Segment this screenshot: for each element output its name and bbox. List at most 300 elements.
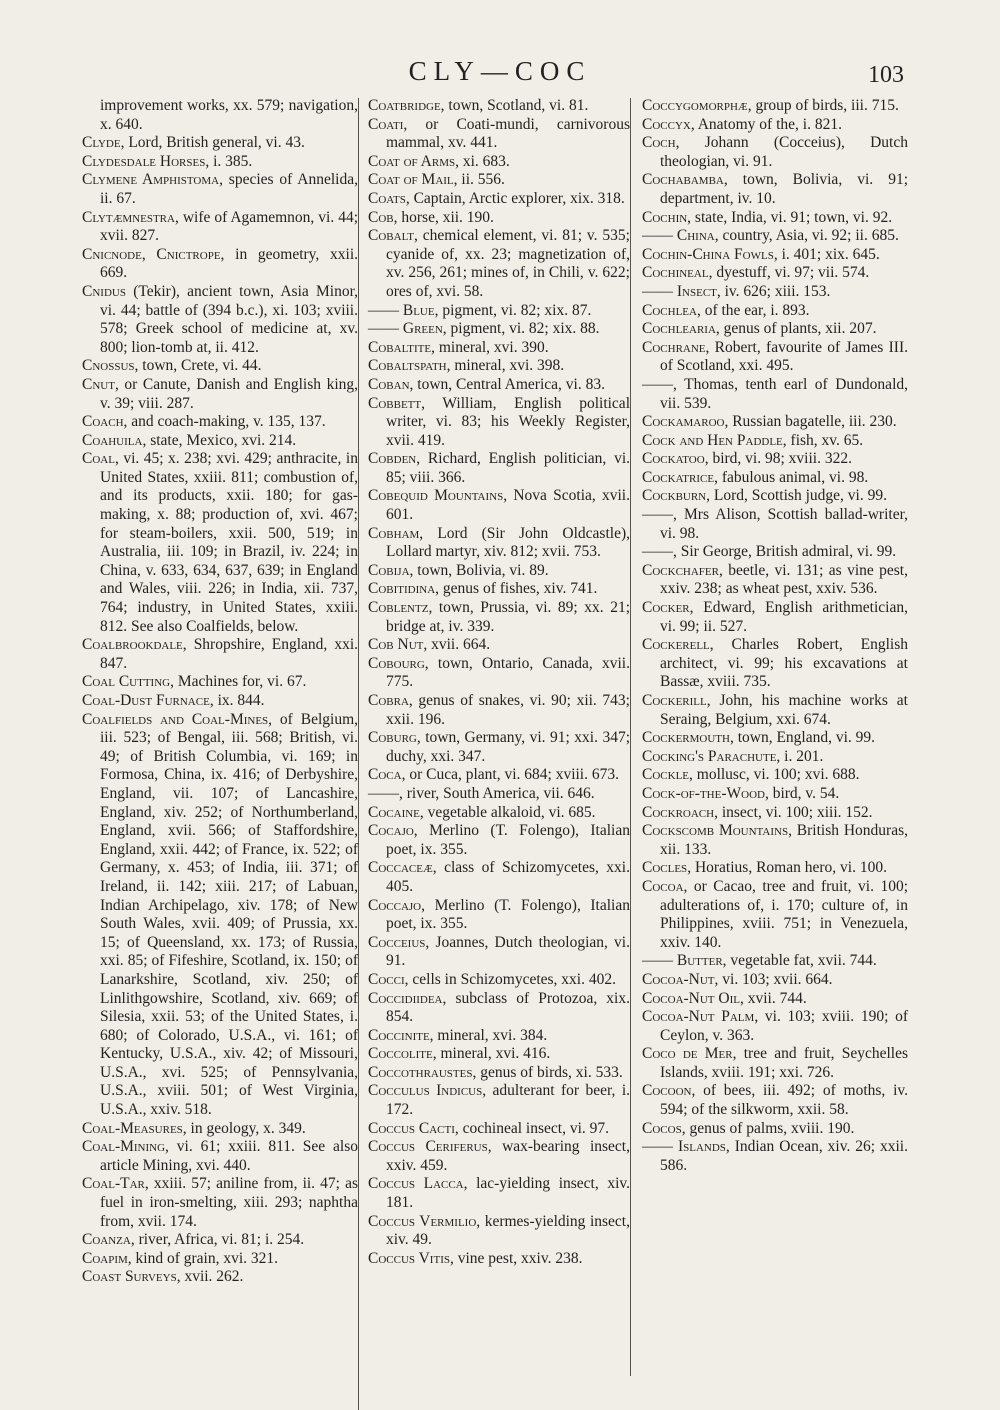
index-entry: [642, 469, 908, 488]
entry-text: , genus of birds, xi. 533.: [472, 1063, 623, 1081]
index-entry: [368, 562, 630, 581]
entry-text: , Richard, English politician, vi. 85; viii. 366.: [386, 450, 630, 486]
entry-headword: Cochin-China Fowls: [642, 245, 774, 263]
entry-text: , Johann (Cocceius), Dutch theologian, vi. 91.: [660, 134, 908, 170]
entry-text: , Lord, Scottish judge, vi. 99.: [706, 487, 887, 505]
index-entry: [642, 692, 908, 729]
index-entry: [642, 990, 908, 1009]
entry-headword: Cockchafer: [642, 561, 719, 579]
index-entry: [642, 171, 908, 208]
index-entry: [82, 1268, 358, 1287]
entry-text: , kermes-yielding insect, xiv. 49.: [386, 1212, 630, 1249]
entry-headword: Cocker: [642, 599, 690, 617]
entry-headword: Coccus Vitis: [368, 1249, 450, 1267]
entry-text: , mineral, xvi. 390.: [431, 338, 549, 356]
index-entry: [368, 97, 630, 116]
index-entry: [642, 822, 908, 859]
index-column-2: [368, 97, 630, 1268]
entry-text: , fish, xv. 65.: [782, 431, 864, 449]
entry-text: , xxiii. 57; aniline from, ii. 47; as fuel in iron-smelting, xiii. 293; naphtha from, xvii. 174.: [100, 1175, 358, 1230]
index-entry: [368, 599, 630, 636]
index-entry: [642, 283, 908, 302]
index-entry: [642, 506, 908, 543]
entry-headword: Coati: [368, 115, 404, 133]
entry-headword: Coban: [368, 375, 410, 393]
entry-text: , Sir George, British admiral, vi. 99.: [673, 543, 897, 561]
index-entry: [82, 153, 358, 172]
entry-text: , genus of palms, xviii. 190.: [681, 1119, 855, 1137]
index-column-3: [642, 97, 908, 1175]
entry-headword: Coach: [82, 413, 124, 431]
entry-text: , tree and fruit, Seychelles Islands, xviii. 191; xxi. 726.: [660, 1045, 908, 1081]
index-entry: [642, 636, 908, 692]
entry-text: , Captain, Arctic explorer, xix. 318.: [405, 189, 625, 207]
entry-headword: Clyde: [82, 134, 121, 152]
entry-text: , Merlino (T. Folengo), Italian poet, ix. 355.: [386, 822, 630, 858]
entry-text: , town, Crete, vi. 44.: [134, 357, 262, 375]
entry-headword: Cockle: [642, 766, 690, 784]
index-entry: [642, 785, 908, 804]
entry-headword: ——: [642, 506, 673, 524]
index-entry: [642, 487, 908, 506]
entry-headword: Coal Cutting: [82, 673, 171, 691]
index-entry: [642, 1138, 908, 1175]
index-entry: [368, 1213, 630, 1250]
entry-headword: Coccaceæ: [368, 859, 433, 877]
index-entry: [368, 153, 630, 172]
entry-text: , state, Mexico, xvi. 214.: [142, 431, 297, 449]
entry-text: , vi. 103; xvii. 664.: [714, 970, 833, 988]
entry-headword: Cobalt: [368, 227, 414, 245]
entry-text: , vine pest, xxiv. 238.: [449, 1249, 583, 1267]
running-head: CLY—COC: [408, 56, 592, 86]
entry-headword: Cobra: [368, 692, 409, 709]
entry-headword: Coats: [368, 189, 406, 207]
entry-text: , lac-yielding insect, xiv. 181.: [386, 1175, 630, 1212]
index-entry: [368, 302, 630, 321]
entry-text: , pigment, vi. 82; xix. 87.: [434, 301, 592, 319]
entry-headword: Coccus Lacca: [368, 1175, 464, 1193]
index-entry: [82, 692, 358, 711]
page-header: [0, 56, 1000, 96]
entry-headword: Coal-Mining: [82, 1138, 166, 1156]
entry-text: , cochineal insect, vi. 97.: [454, 1119, 609, 1137]
index-entry: [642, 748, 908, 767]
entry-text: , kind of grain, xvi. 321.: [127, 1249, 279, 1267]
entry-headword: —— Insect: [642, 282, 717, 300]
entry-text: , town, Central America, vi. 83.: [409, 375, 605, 393]
entry-headword: Cocajo: [368, 822, 414, 840]
entry-headword: Coccidiidea: [368, 989, 443, 1007]
entry-text: , Nova Scotia, xvii. 601.: [386, 487, 630, 524]
entry-headword: Coatbridge: [368, 97, 441, 114]
entry-headword: Cock and Hen Paddle: [642, 431, 783, 449]
entry-text: , mollusc, vi. 100; xvi. 688.: [689, 766, 860, 784]
index-entry: [82, 1231, 358, 1250]
entry-text: , fabulous animal, vi. 98.: [714, 468, 869, 486]
index-entry: [368, 1120, 630, 1139]
entry-text: , mineral, xvi. 416.: [432, 1045, 551, 1063]
index-entry: [82, 1250, 358, 1269]
entry-text: , bird, vi. 98; xviii. 322.: [704, 450, 852, 468]
entry-headword: Cocoa-Nut Palm: [642, 1008, 755, 1026]
entry-headword: Cochabamba: [642, 171, 724, 189]
entry-headword: Coast Surveys: [82, 1268, 177, 1286]
entry-text: , or Canute, Danish and English king, v. 39; viii. 287.: [100, 375, 358, 412]
entry-text: , ix. 844.: [209, 692, 265, 709]
entry-headword: Coccajo: [368, 896, 422, 914]
index-entry: [368, 209, 630, 228]
entry-headword: Coccolite: [368, 1045, 433, 1063]
entry-headword: Cobaltspath: [368, 357, 447, 375]
entry-headword: Cochlearia: [642, 320, 716, 338]
entry-text: , John, his machine works at Seraing, Belgium, xxi. 674.: [660, 692, 908, 728]
entry-headword: Coat of Arms: [368, 152, 456, 170]
entry-headword: Cochrane: [642, 338, 706, 356]
index-entry: [642, 804, 908, 823]
index-entry: [368, 525, 630, 562]
entry-headword: Cocci: [368, 970, 405, 988]
index-entry: [642, 339, 908, 376]
index-entry: [82, 283, 358, 357]
entry-text: , town, Bolivia, vi. 91; department, iv. 10.: [660, 171, 908, 207]
index-entry: [82, 171, 358, 208]
entry-text: (Tekir), ancient town, Asia Minor, vi. 44; battle of (394 b.c.), xi. 103; xviii. 578; Greek school of medicine at, xv. 800; lion-tomb at, ii. 412.: [100, 282, 358, 356]
index-entry: [82, 1120, 358, 1139]
entry-headword: Cobourg: [368, 654, 425, 672]
entry-headword: Coccus Cacti: [368, 1119, 455, 1137]
entry-headword: Cocking's Parachute: [642, 747, 777, 765]
entry-headword: Coal-Measures: [82, 1119, 183, 1137]
entry-text: , xvii. 664.: [423, 636, 491, 654]
entry-text: , horse, xii. 190.: [393, 208, 494, 226]
entry-text: , xi. 683.: [455, 152, 510, 170]
index-entry: [642, 227, 908, 246]
index-entry: [368, 1045, 630, 1064]
index-entry: [642, 376, 908, 413]
entry-text: , mineral, xvi. 384.: [429, 1026, 548, 1044]
entry-text: , town, Prussia, vi. 89; xx. 21; bridge at, iv. 339.: [386, 599, 630, 635]
index-entry: [368, 785, 630, 804]
index-entry: [642, 413, 908, 432]
entry-text: , xvii. 262.: [176, 1268, 244, 1286]
entry-text: , Horatius, Roman hero, vi. 100.: [687, 859, 887, 877]
entry-headword: Cochineal: [642, 264, 709, 282]
entry-text: , insect, vi. 100; xiii. 152.: [714, 803, 873, 821]
entry-text: , town, Germany, vi. 91; xxi. 347; duchy, xxi. 347.: [386, 729, 630, 765]
entry-text: , i. 201.: [776, 747, 824, 765]
entry-headword: Cob: [368, 208, 394, 226]
entry-text: , Mrs Alison, Scottish ballad-writer, vi. 98.: [660, 506, 908, 542]
entry-text: , Lord, British general, vi. 43.: [120, 134, 305, 152]
entry-headword: Coccinite: [368, 1026, 430, 1044]
entry-text: , mineral, xvi. 398.: [446, 357, 565, 375]
index-entry: [368, 934, 630, 971]
index-entry: [642, 97, 908, 116]
entry-text: , town, Bolivia, vi. 89.: [409, 561, 549, 579]
index-entry: [368, 450, 630, 487]
entry-text: , Edward, English arithmetician, vi. 99; ii. 527.: [660, 599, 908, 635]
entry-headword: Coalbrookdale: [82, 636, 183, 654]
entry-headword: Clymene Amphistoma: [82, 171, 220, 189]
entry-headword: Cock-of-the-Wood: [642, 784, 765, 802]
entry-text: , vi. 61; xxiii. 811. See also article Mining, xvi. 440.: [100, 1138, 358, 1174]
index-entry: [82, 636, 358, 673]
index-entry: [82, 673, 358, 692]
entry-headword: Cockscomb Mountains: [642, 822, 789, 840]
entry-headword: Coanza: [82, 1231, 131, 1249]
entry-headword: Coalfields and Coal-Mines: [82, 710, 269, 728]
entry-text: , vi. 103; xviii. 190; of Ceylon, v. 363.: [660, 1008, 909, 1044]
entry-headword: Cocoa: [642, 877, 684, 895]
entry-text: , genus of fishes, xiv. 741.: [435, 580, 598, 598]
entry-text: , wax-bearing insect, xxiv. 459.: [386, 1138, 630, 1174]
entry-headword: —— Butter: [642, 952, 723, 970]
entry-text: , Shropshire, England, xxi. 847.: [100, 636, 358, 672]
entry-headword: Coblentz: [368, 599, 429, 617]
entry-text: , of Belgium, iii. 523; of Bengal, iii. 568; British, vi. 49; of British Columbia, vi. 169; in Formosa, China, ix. 416; of Derbyshire, England, vii. 107; of Lancashire, England, xiv. 252; of Northumberland, England, xvii. 566; of Staffordshire, England, xxii. 442; of France, ix. 522; of Germany, x. 453; of India, iii. 371; of Ireland, ii. 142; xiii. 217; of Labuan, Indian Archipelago, xiv. 178; of New South Wales, xvii. 409; of Prussia, xx. 15; of Queensland, xx. 173; of Russia, xxi. 85; of Fifeshire, Scotland, ix. 150; of Lanarkshire, Scotland, xiv. 250; of Linlithgowshire, Scotland, xiv. 669; of Silesia, xxii. 53; of the United States, i. 680; of Colorado, U.S.A., vi. 161; of Kentucky, U.S.A., xiv. 42; of Missouri, U.S.A., xvi. 525; of Pennsylvania, U.S.A., xviii. 501; of West Virginia, U.S.A., xxiv. 518.: [100, 710, 358, 1119]
index-entry: [642, 134, 908, 171]
entry-text: , Joannes, Dutch theologian, vi. 91.: [386, 933, 630, 970]
entry-text: , iv. 626; xiii. 153.: [716, 282, 831, 300]
entry-text: , town, England, vi. 99.: [729, 729, 876, 747]
entry-text: , in geology, x. 349.: [182, 1119, 306, 1137]
entry-headword: Coca: [368, 766, 402, 784]
entry-text: , dyestuff, vi. 97; vii. 574.: [708, 264, 870, 282]
entry-headword: Cocoon: [642, 1082, 692, 1100]
entry-text: , Lord (Sir John Oldcastle), Lollard martyr, xiv. 812; xvii. 753.: [386, 524, 630, 561]
entry-text: , river, South America, vii. 646.: [399, 784, 595, 802]
entry-text: , class of Schizomycetes, xxi. 405.: [386, 859, 630, 895]
index-entry: [368, 804, 630, 823]
index-entry: [642, 599, 908, 636]
entry-headword: Cob Nut: [368, 636, 424, 654]
entry-headword: Cobbett: [368, 394, 422, 412]
entry-text: , i. 385.: [205, 152, 253, 170]
entry-headword: Cockerell: [642, 636, 710, 654]
entry-text: , Robert, favourite of James III. of Scotland, xxi. 495.: [660, 338, 908, 375]
index-entry: [82, 450, 358, 636]
index-entry: [368, 339, 630, 358]
entry-headword: Coal-Dust Furnace: [82, 692, 210, 709]
entry-headword: Cnicnode, Cnictrope: [82, 245, 221, 263]
entry-text: , river, Africa, vi. 81; i. 254.: [130, 1231, 305, 1249]
entry-headword: Cochin: [642, 208, 688, 226]
entry-headword: Cockburn: [642, 487, 707, 505]
index-entry: [82, 432, 358, 451]
index-entry: [642, 320, 908, 339]
entry-headword: Coco de Mer: [642, 1045, 733, 1063]
entry-headword: Coapim: [82, 1249, 128, 1267]
index-entry: [368, 580, 630, 599]
entry-text: , country, Asia, vi. 92; ii. 685.: [714, 227, 899, 245]
entry-headword: Cockerill: [642, 692, 707, 709]
page-number: 103: [868, 62, 904, 88]
index-entry: [368, 171, 630, 190]
index-entry: [368, 376, 630, 395]
entry-headword: Cobham: [368, 524, 420, 542]
index-entry: [642, 952, 908, 971]
index-entry: [368, 990, 630, 1027]
index-entry: [642, 1082, 908, 1119]
entry-headword: Coccyx: [642, 115, 691, 133]
entry-headword: Coch: [642, 134, 676, 152]
entry-text: , Anatomy of the, i. 821.: [690, 115, 842, 133]
index-entry: [642, 209, 908, 228]
entry-headword: Cnossus: [82, 357, 135, 375]
entry-headword: ——: [642, 375, 673, 393]
entry-headword: Cockatrice: [642, 468, 715, 486]
entry-headword: Cnidus: [82, 282, 126, 300]
index-entry: [82, 209, 358, 246]
index-entry: [368, 1175, 630, 1212]
index-entry: [368, 357, 630, 376]
entry-text: , or Coati-mundi, carnivorous mammal, xv. 441.: [386, 115, 630, 152]
index-entry: [642, 1045, 908, 1082]
entry-headword: Coal-Tar: [82, 1175, 145, 1193]
entry-text: , or Cuca, plant, vi. 684; xviii. 673.: [401, 766, 619, 784]
entry-text: , British Honduras, xii. 133.: [660, 822, 908, 858]
index-entry: [642, 562, 908, 599]
entry-text: , Russian bagatelle, iii. 230.: [724, 413, 897, 431]
index-entry: [82, 413, 358, 432]
index-entry: [368, 190, 630, 209]
entry-headword: Cockermouth: [642, 729, 730, 747]
index-entry: [642, 1120, 908, 1139]
entry-text: , Charles Robert, English architect, vi. 99; his excavations at Bassæ, xviii. 735.: [660, 636, 908, 691]
index-entry: [368, 1064, 630, 1083]
entry-headword: ——: [642, 543, 673, 561]
entry-text: , Machines for, vi. 67.: [170, 673, 307, 691]
column-rule: [358, 98, 359, 1410]
entry-text: , genus of plants, xii. 207.: [715, 320, 877, 338]
index-entry: [82, 357, 358, 376]
entry-text: , state, India, vi. 91; town, vi. 92.: [687, 208, 893, 226]
index-entry: [368, 729, 630, 766]
entry-headword: Cocaine: [368, 803, 420, 821]
entry-headword: Cocos: [642, 1119, 682, 1137]
index-entry: [368, 320, 630, 339]
entry-headword: Cobitidina: [368, 580, 436, 598]
index-entry: [368, 822, 630, 859]
index-entry: [368, 971, 630, 990]
index-entry: [642, 246, 908, 265]
entry-headword: Cobden: [368, 450, 417, 468]
index-entry: [642, 450, 908, 469]
index-entry: [368, 1027, 630, 1046]
entry-headword: Cocceius: [368, 933, 426, 951]
entry-headword: —— Islands: [642, 1138, 726, 1156]
entry-headword: Cocoa-Nut Oil: [642, 989, 740, 1007]
entry-headword: Cobequid Mountains: [368, 487, 504, 505]
entry-text: , pigment, vi. 82; xix. 88.: [442, 320, 600, 338]
entry-text: improvement works, xx. 579; navigation, x. 640.: [100, 97, 358, 133]
index-entry: [642, 302, 908, 321]
entry-text: , subclass of Protozoa, xix. 854.: [386, 989, 630, 1026]
entry-headword: —— China: [642, 227, 715, 245]
entry-text: , or Cacao, tree and fruit, vi. 100; adulterations of, i. 170; culture of, in Philippines, xviii. 751; in Venezuela, xxiv. 140.: [660, 877, 908, 951]
entry-headword: Coal: [82, 450, 115, 468]
entry-headword: Clydesdale Horses: [82, 152, 206, 170]
entry-headword: Coburg: [368, 729, 417, 747]
index-entry: [82, 376, 358, 413]
index-entry: [642, 729, 908, 748]
entry-text: , vi. 45; x. 238; xvi. 429; anthracite, in United States, xxiii. 811; combustion of, and its products, xxii. 180; for gas-making, x. 88; production of, xvi. 467; for steam-boilers, xxii. 500, 519; in Australia, iii. 109; in Brazil, iv. 224; in China, v. 633, 634, 637, 639; in England and Wales, viii. 226; in India, xii. 737, 764; industry, in United States, xxiii. 812. See also Coalfields, below.: [100, 450, 358, 635]
entry-headword: Cochlea: [642, 301, 697, 319]
entry-text: , of bees, iii. 492; of moths, iv. 594; of the silkworm, xxii. 58.: [660, 1082, 908, 1119]
index-entry: [368, 116, 630, 153]
entry-text: , chemical element, vi. 81; v. 535; cyanide of, xx. 23; magnetization of, xv. 256, 261; mines of, in Chili, v. 622; ores of, xvi. 58.: [386, 227, 630, 300]
index-column-1: [82, 97, 358, 1287]
index-entry: [82, 1175, 358, 1231]
index-entry: [368, 859, 630, 896]
index-entry: [642, 264, 908, 283]
entry-headword: Cobaltite: [368, 338, 432, 356]
entry-headword: Cnut: [82, 375, 115, 393]
entry-text: , group of birds, iii. 715.: [747, 97, 899, 114]
index-entry: [368, 1138, 630, 1175]
index-entry: [368, 897, 630, 934]
entry-headword: Coahuila: [82, 431, 143, 449]
entry-text: , i. 401; xix. 645.: [773, 245, 880, 263]
entry-headword: Cobija: [368, 561, 410, 579]
entry-headword: Cockamaroo: [642, 413, 725, 431]
index-entry: [368, 636, 630, 655]
index-entry: [642, 543, 908, 562]
entry-headword: Cocles: [642, 859, 688, 877]
entry-text: , beetle, vi. 131; as vine pest, xxiv. 238; as wheat pest, xxiv. 536.: [660, 561, 908, 598]
index-entry: [368, 395, 630, 451]
index-entry: [642, 971, 908, 990]
entry-headword: Coat of Mail: [368, 171, 454, 189]
entry-text: , cells in Schizomycetes, xxi. 402.: [404, 970, 616, 988]
entry-headword: Coccus Ceriferus: [368, 1138, 488, 1156]
entry-text: , in geometry, xxii. 669.: [100, 245, 359, 282]
entry-text: , Merlino (T. Folengo), Italian poet, ix. 355.: [386, 896, 630, 933]
entry-text: , species of Annelida, ii. 67.: [100, 171, 358, 207]
entry-text: , William, English political writer, vi. 83; his Weekly Register, xvii. 419.: [386, 394, 630, 449]
index-entry: [368, 487, 630, 524]
entry-text: , Indian Ocean, xiv. 26; xxii. 586.: [660, 1138, 908, 1174]
entry-headword: Coccothraustes: [368, 1063, 473, 1081]
index-entry: [642, 116, 908, 135]
entry-text: , wife of Agamemnon, vi. 44; xvii. 827.: [100, 208, 358, 245]
index-entry: [82, 1138, 358, 1175]
index-entry: [642, 859, 908, 878]
index-entry: [82, 246, 358, 283]
entry-text: , of the ear, i. 893.: [696, 301, 810, 319]
entry-text: , genus of snakes, vi. 90; xii. 743; xxii. 196.: [386, 692, 630, 728]
entry-headword: —— Green: [368, 320, 443, 338]
index-entry: [82, 134, 358, 153]
entry-headword: ——: [368, 784, 399, 802]
entry-headword: Clytæmnestra: [82, 208, 175, 226]
column-rule: [630, 98, 631, 1376]
index-entry: [642, 1008, 908, 1045]
entry-text: , vegetable fat, xvii. 744.: [722, 952, 877, 970]
entry-headword: Cocoa-Nut: [642, 970, 715, 988]
entry-text: , bird, v. 54.: [764, 784, 840, 802]
index-entry: [368, 692, 630, 729]
entry-text: , and coach-making, v. 135, 137.: [123, 413, 326, 431]
entry-text: , xvii. 744.: [739, 989, 807, 1007]
index-entry: [368, 655, 630, 692]
index-entry: [642, 878, 908, 952]
entry-headword: Coccus Vermilio: [368, 1212, 477, 1230]
entry-text: , Thomas, tenth earl of Dundonald, vii. 539.: [660, 375, 908, 412]
entry-text: , adulterant for beer, i. 172.: [386, 1082, 630, 1119]
index-entry: [642, 432, 908, 451]
